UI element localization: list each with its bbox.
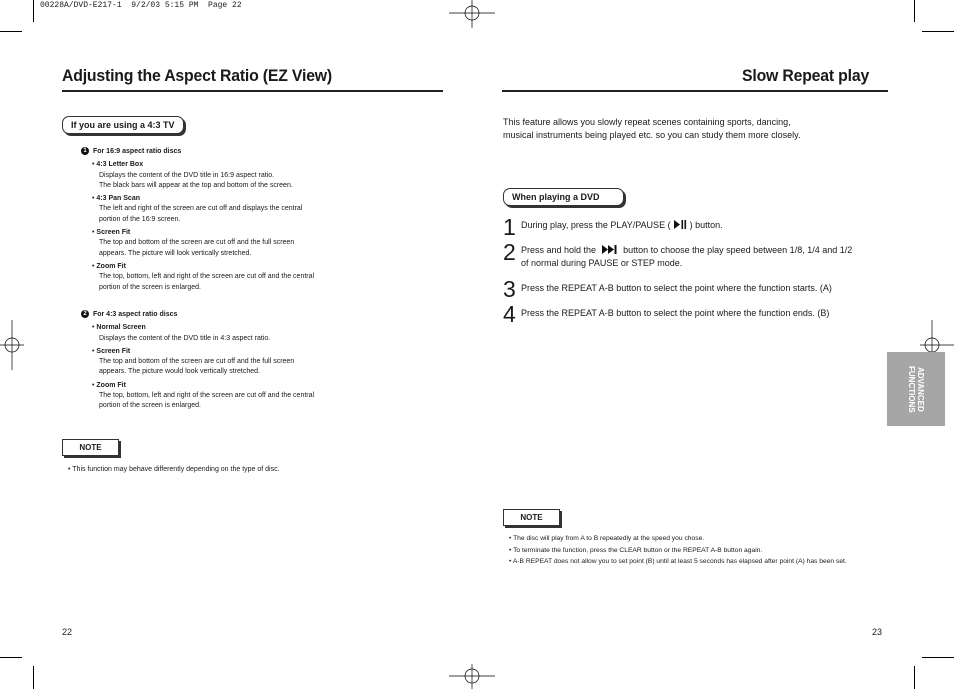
item-desc: The top and bottom of the screen are cut off and the full screen <box>99 358 295 366</box>
bullet: • <box>92 229 97 237</box>
print-header: 00228A/DVD-E217-1 9/2/03 5:15 PM Page 22 <box>40 1 242 10</box>
list-item <box>92 262 381 293</box>
note-text-left: • This function may behave differently depending on the type of disc. <box>68 466 280 473</box>
bullet: • <box>92 161 97 169</box>
page-title-left: Adjusting the Aspect Ratio (EZ View) <box>62 66 333 85</box>
item-desc: portion of the screen is enlarged. <box>99 402 201 410</box>
bullet: • <box>92 324 97 332</box>
side-tab-line: FUNCTIONS <box>907 365 916 413</box>
section-label-dvd: When playing a DVD <box>503 188 624 206</box>
step-text-part: ) button. <box>687 220 723 230</box>
group-heading <box>81 310 381 320</box>
item-desc: The left and right of the screen are cut off and displays the central <box>99 205 303 213</box>
group-heading-text: For 16:9 aspect ratio discs <box>92 148 182 155</box>
item-name: Screen Fit <box>96 229 131 237</box>
list-item <box>92 228 381 259</box>
item-desc: appears. The picture would look vertically stretched. <box>99 368 260 376</box>
group-heading-text: For 4:3 aspect ratio discs <box>92 311 178 318</box>
intro-line: musical instruments being played etc. so you can study them more closely. <box>503 130 801 140</box>
play-pause-icon <box>673 220 687 229</box>
item-desc: Displays the content of the DVD title in 16:9 aspect ratio. <box>99 171 275 179</box>
step-text <box>521 219 723 232</box>
note-item: • To terminate the function, press the CLEAR button or the REPEAT A-B button again. <box>509 546 763 554</box>
item-desc: The black bars will appear at the top and bottom of the screen. <box>99 181 293 189</box>
step-text-part: button to choose the play speed between 1/8, 1/4 and 1/2 <box>620 245 853 255</box>
crop-mark <box>0 657 22 658</box>
registration-mark-icon <box>449 664 495 689</box>
crop-mark <box>914 666 915 689</box>
item-name: Zoom Fit <box>96 262 126 270</box>
item-desc: The top and bottom of the screen are cut off and the full screen <box>99 239 295 247</box>
crop-mark <box>922 657 954 658</box>
step-text-part: During play, press the PLAY/PAUSE ( <box>521 220 674 230</box>
step-number: 4 <box>503 301 516 327</box>
page-number-left: 22 <box>62 627 73 637</box>
item-desc: The top, bottom, left and right of the screen are cut off and the central <box>99 392 315 400</box>
title-rule-right <box>502 90 888 92</box>
section-side-tab <box>887 352 945 426</box>
note-item: • The disc will play from A to B repeatedly at the speed you chose. <box>509 535 705 542</box>
step-number: 2 <box>503 239 516 265</box>
step-text <box>521 244 881 270</box>
group-heading <box>81 147 381 157</box>
note-label-left: NOTE <box>62 439 119 456</box>
note-list-right <box>509 533 847 568</box>
step-text: Press the REPEAT A-B button to select the point where the function starts. (A) <box>521 283 832 293</box>
item-desc: appears. The picture will look vertically stretched. <box>99 249 252 257</box>
list-item <box>92 381 381 412</box>
bullet: • <box>92 195 97 203</box>
item-desc: portion of the 16:9 screen. <box>99 215 181 223</box>
item-desc: The top, bottom, left and right of the screen are cut off and the central <box>99 273 315 281</box>
list-item <box>92 194 381 225</box>
item-desc: Displays the content of the DVD title in 4:3 aspect ratio. <box>99 334 271 342</box>
registration-mark-icon <box>0 320 24 370</box>
number-marker: 2 <box>81 310 89 318</box>
step-text: Press the REPEAT A-B button to select the point where the function ends. (B) <box>521 308 830 318</box>
intro-text <box>503 116 800 142</box>
page-number-right: 23 <box>872 627 883 637</box>
bullet: • <box>92 347 97 355</box>
list-item <box>92 160 381 191</box>
item-name: 4:3 Pan Scan <box>96 195 140 203</box>
intro-line: This feature allows you slowly repeat scenes containing sports, dancing, <box>503 117 791 127</box>
side-tab-line: ADVANCED <box>916 366 925 412</box>
page-title-right: Slow Repeat play <box>742 66 870 85</box>
step-text-part: Press and hold the <box>521 245 599 255</box>
step-number: 3 <box>503 276 516 302</box>
section-label-4-3-tv: If you are using a 4:3 TV <box>62 116 184 134</box>
aspect-group-16-9 <box>81 147 381 293</box>
item-desc: portion of the screen is enlarged. <box>99 283 201 291</box>
skip-forward-icon <box>602 245 618 254</box>
note-item: • A-B REPEAT does not allow you to set point (B) until at least 5 seconds has elapsed after point (A) has been set. <box>509 558 847 565</box>
list-item <box>92 323 381 344</box>
title-rule-left <box>62 90 443 92</box>
crop-mark <box>33 0 34 22</box>
bullet: • <box>92 262 97 270</box>
item-name: Zoom Fit <box>96 381 126 389</box>
number-marker: 1 <box>81 147 89 155</box>
registration-mark-icon <box>449 0 495 28</box>
item-name: Screen Fit <box>96 347 131 355</box>
crop-mark <box>33 666 34 689</box>
crop-mark <box>914 0 915 22</box>
step-text-part: of normal during PAUSE or STEP mode. <box>521 258 683 268</box>
item-name: 4:3 Letter Box <box>96 161 144 169</box>
note-label-right: NOTE <box>503 509 560 526</box>
crop-mark <box>922 31 954 32</box>
list-item <box>92 347 381 378</box>
crop-mark <box>0 31 22 32</box>
bullet: • <box>92 381 97 389</box>
step-number: 1 <box>503 214 516 240</box>
aspect-group-4-3 <box>81 310 381 412</box>
item-name: Normal Screen <box>96 324 146 332</box>
